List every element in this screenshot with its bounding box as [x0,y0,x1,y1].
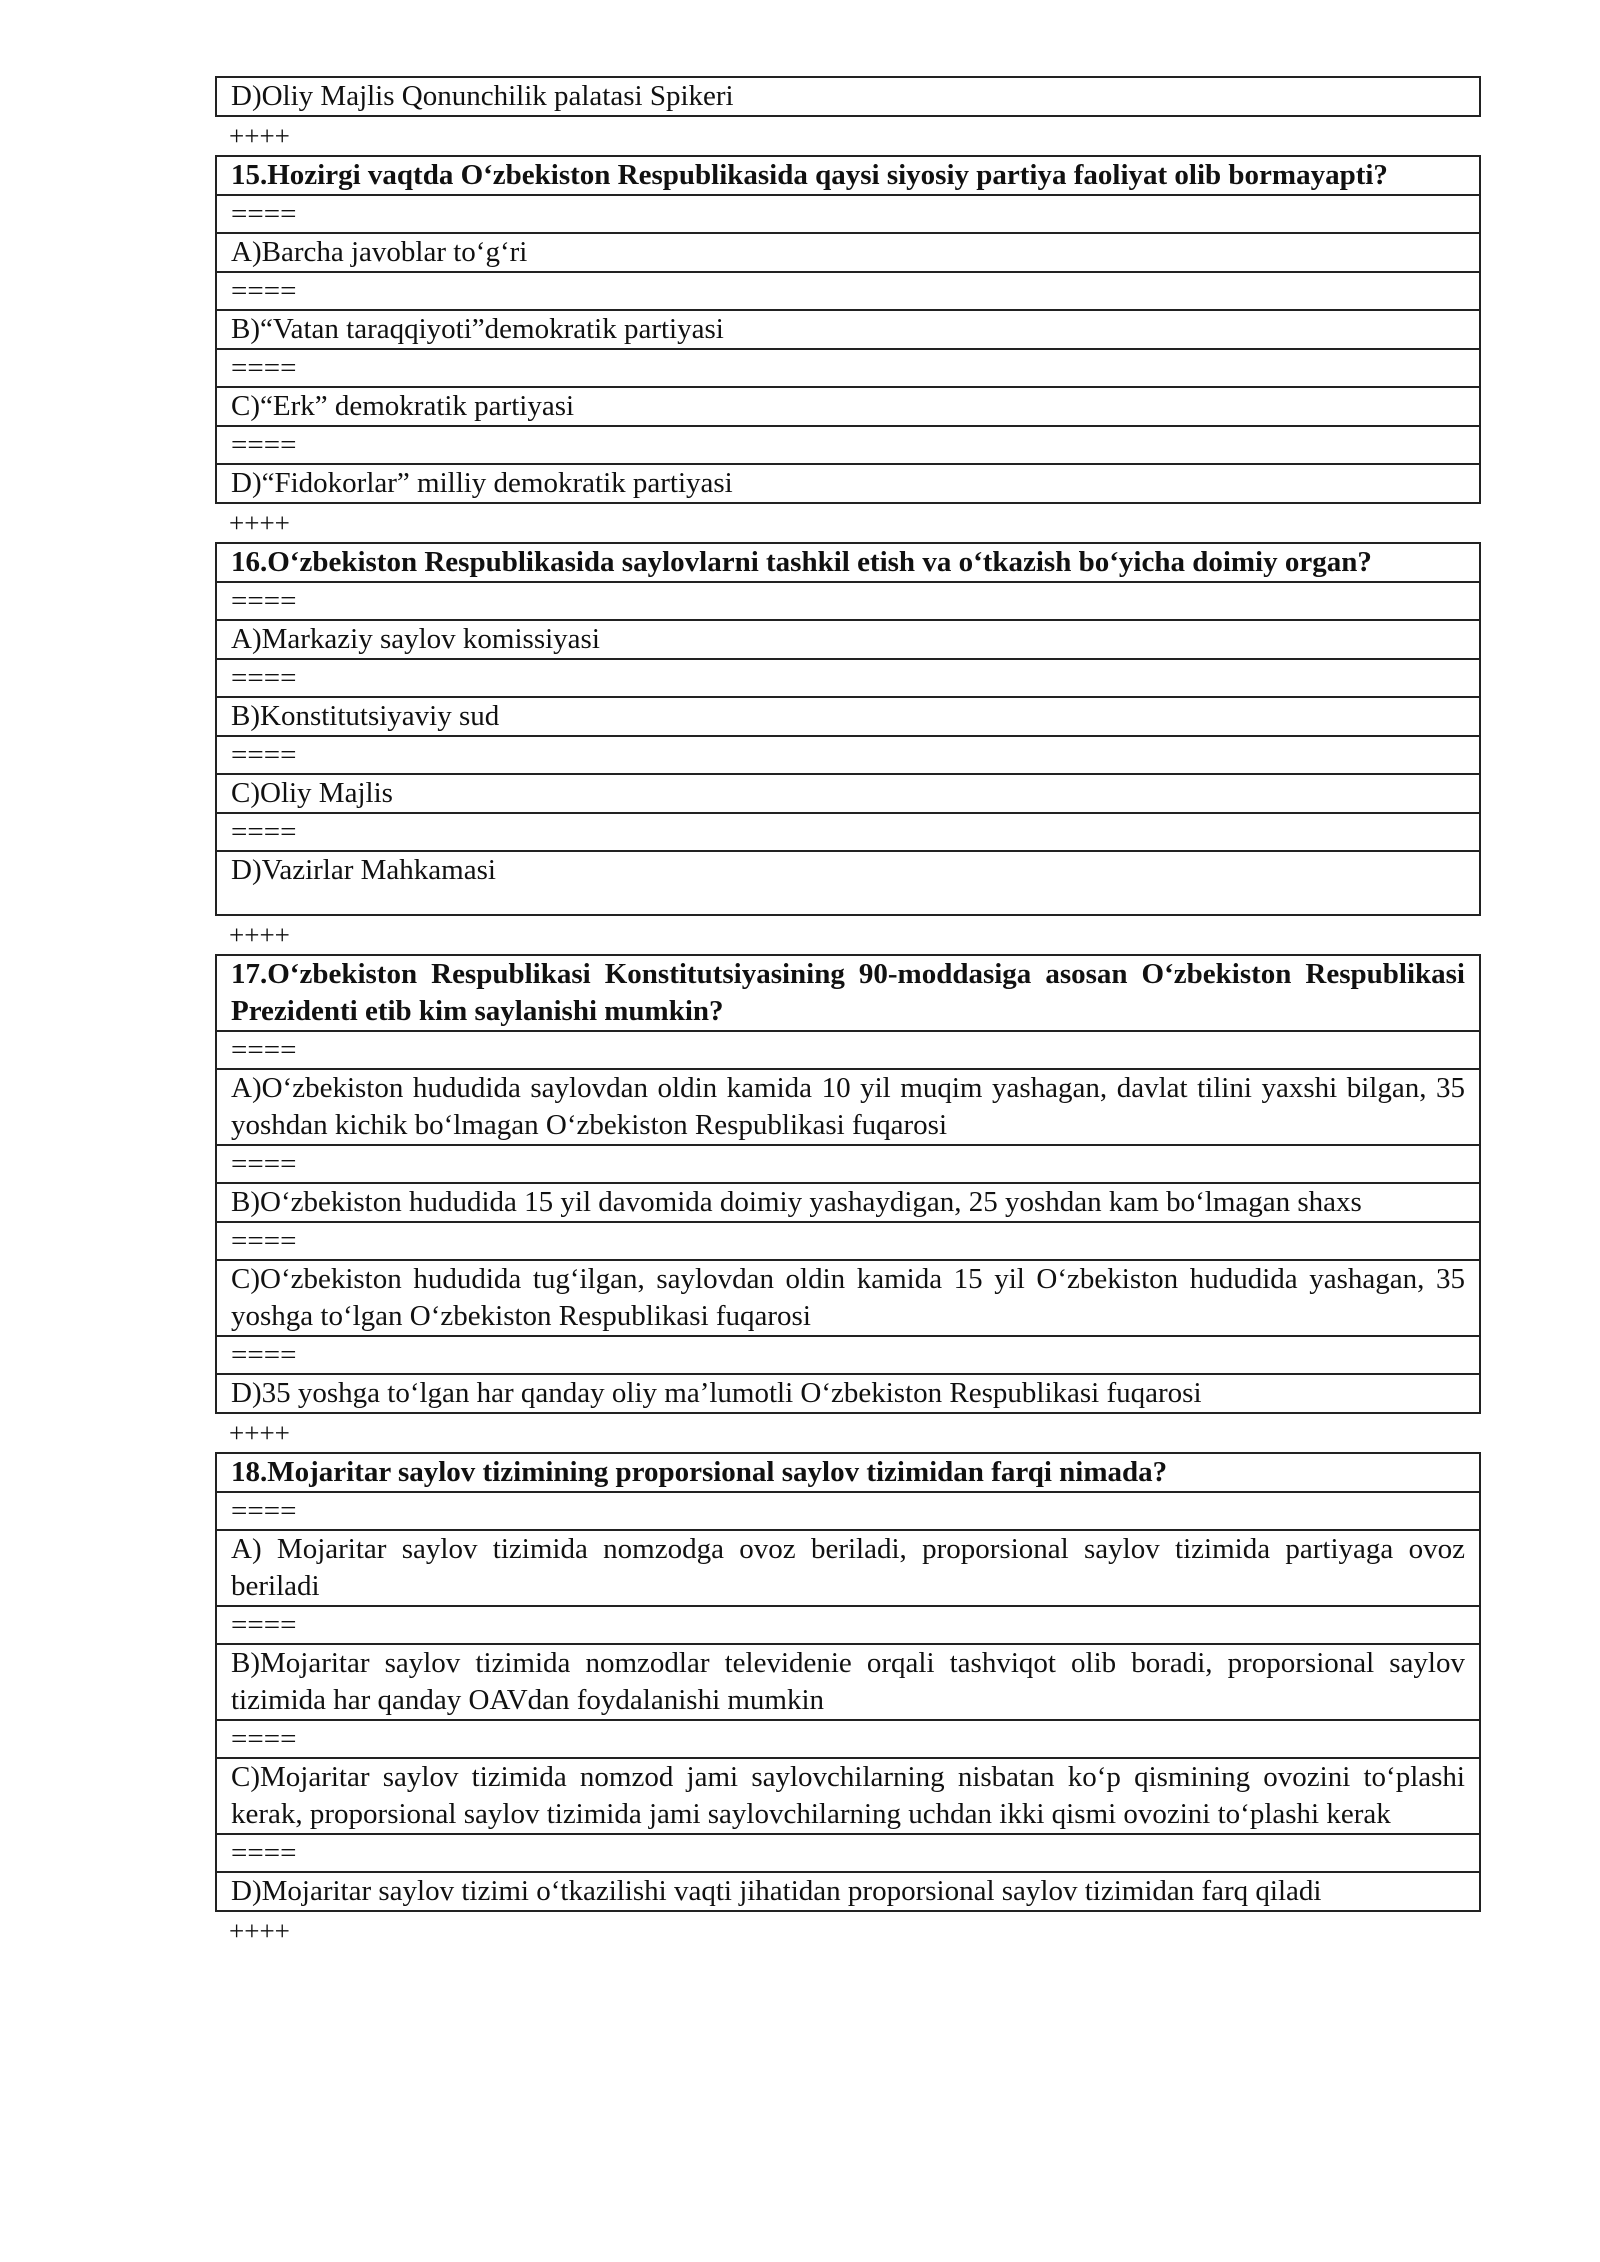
answer-option-a: A)O‘zbekiston hududida saylovdan oldin kamida 10 yil muqim yashagan, davlat tilini yaxshi bilgan, 35 yoshdan kichik bo‘lmagan O‘zbekiston Respublikasi fuqarosi [216,1069,1480,1145]
answer-option-b: B)Konstitutsiyaviy sud [216,697,1480,736]
answer-option-d: D)35 yoshga to‘lgan har qanday oliy ma’lumotli O‘zbekiston Respublikasi fuqarosi [216,1374,1480,1413]
question-17-text: 17.O‘zbekiston Respublikasi Konstitutsiyasining 90-moddasiga asosan O‘zbekiston Respublikasi Prezidenti etib kim saylanishi mumkin? [216,955,1480,1031]
separator: ==== [216,349,1480,387]
question-18-block [215,1452,1481,1912]
separator: ==== [216,736,1480,774]
answer-option-d: D)Vazirlar Mahkamasi [216,851,1480,915]
question-14-tail [215,76,1481,117]
question-18-text: 18.Mojaritar saylov tizimining proporsional saylov tizimidan farqi nimada? [216,1453,1480,1492]
answer-option-d: D)Oliy Majlis Qonunchilik palatasi Spikeri [216,77,1480,116]
separator: ==== [216,426,1480,464]
separator: ==== [216,582,1480,620]
answer-option-a: A)Markaziy saylov komissiyasi [216,620,1480,659]
answer-option-c: C)Oliy Majlis [216,774,1480,813]
block-end-marker: ++++ [229,920,290,950]
block-end-marker: ++++ [229,508,290,538]
answer-option-b: B)Mojaritar saylov tizimida nomzodlar televidenie orqali tashviqot olib boradi, proporsional saylov tizimida har qanday OAVdan foydalanishi mumkin [216,1644,1480,1720]
separator: ==== [216,1336,1480,1374]
answer-option-c: C)O‘zbekiston hududida tug‘ilgan, saylovdan oldin kamida 15 yil O‘zbekiston hududida yashagan, 35 yoshga to‘lgan O‘zbekiston Respublikasi fuqarosi [216,1260,1480,1336]
block-end-marker: ++++ [229,121,290,151]
answer-option-c: C)Mojaritar saylov tizimida nomzod jami saylovchilarning nisbatan ko‘p qismining ovozini to‘plashi kerak, proporsional saylov tizimida jami saylovchilarning uchdan ikki qismi ovozini to‘plashi kerak [216,1758,1480,1834]
answer-option-d: D)Mojaritar saylov tizimi o‘tkazilishi vaqti jihatidan proporsional saylov tizimidan farq qiladi [216,1872,1480,1911]
block-end-marker: ++++ [229,1916,290,1946]
separator: ==== [216,1834,1480,1872]
separator: ==== [216,813,1480,851]
question-16-text: 16.O‘zbekiston Respublikasida saylovlarni tashkil etish va o‘tkazish bo‘yicha doimiy organ? [216,543,1480,582]
question-16-block [215,542,1481,916]
question-17-block [215,954,1481,1414]
separator: ==== [216,195,1480,233]
block-end-marker: ++++ [229,1418,290,1448]
document-page [215,76,1481,1950]
separator: ==== [216,1492,1480,1530]
question-15-text: 15.Hozirgi vaqtda O‘zbekiston Respublikasida qaysi siyosiy partiya faoliyat olib bormayapti? [216,156,1480,195]
separator: ==== [216,1222,1480,1260]
answer-option-b: B)“Vatan taraqqiyoti”demokratik partiyasi [216,310,1480,349]
answer-option-c: C)“Erk” demokratik partiyasi [216,387,1480,426]
separator: ==== [216,1720,1480,1758]
answer-option-a: A) Mojaritar saylov tizimida nomzodga ovoz beriladi, proporsional saylov tizimida partiyaga ovoz beriladi [216,1530,1480,1606]
answer-option-b: B)O‘zbekiston hududida 15 yil davomida doimiy yashaydigan, 25 yoshdan kam bo‘lmagan shaxs [216,1183,1480,1222]
separator: ==== [216,1606,1480,1644]
separator: ==== [216,272,1480,310]
answer-option-a: A)Barcha javoblar to‘g‘ri [216,233,1480,272]
separator: ==== [216,1145,1480,1183]
separator: ==== [216,1031,1480,1069]
question-15-block [215,155,1481,504]
answer-option-d: D)“Fidokorlar” milliy demokratik partiyasi [216,464,1480,503]
separator: ==== [216,659,1480,697]
